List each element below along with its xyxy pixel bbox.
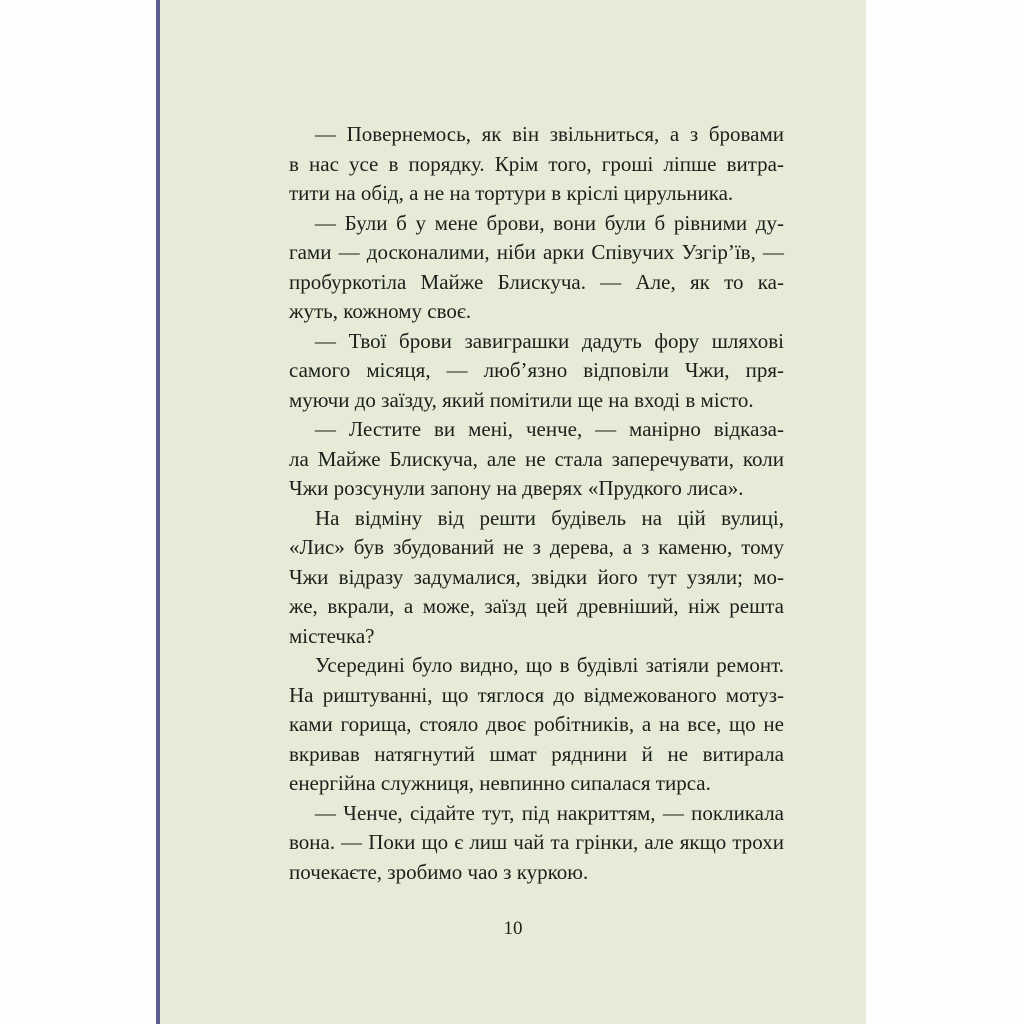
text-line: енергійна служниця, невпинно сипалася тирса. [289, 771, 711, 795]
text-line: ками горища, стояло двоє робітників, а на все, що не [289, 712, 784, 736]
text-line: — Ченче, сідайте тут, під накриттям, — покликала [315, 800, 784, 825]
text-line: На відміну від решти будівель на цій вулиці, [315, 505, 784, 530]
paragraph [289, 651, 784, 799]
page-number: 10 [503, 918, 523, 939]
text-line: містечка? [289, 623, 375, 648]
text-line: почекаєте, зробимо чао з куркою. [289, 859, 589, 884]
text-line: гами — досконалими, ніби арки Співучих Узгір’їв, — [289, 240, 784, 264]
paragraph [289, 415, 784, 504]
text-line: жуть, кожному своє. [289, 299, 472, 323]
text-line: вона. — Поки що є лиш чай та грінки, але якщо трохи [289, 830, 784, 854]
paragraph [289, 120, 784, 209]
text-line: — Лестите ви мені, ченче, — манірно відказа- [315, 417, 784, 441]
text-line: — Твої брови завиграшки дадуть фору шляхові [315, 328, 784, 353]
text-line: ла Майже Блискуча, але не стала заперечувати, коли [289, 446, 784, 471]
text-line: вкривав натягнутий шмат ряднини й не витирала [289, 741, 784, 766]
page-body-text [289, 120, 784, 887]
text-line: тити на обід, а не на тортури в кріслі цирульника. [289, 181, 734, 205]
text-line: самого місяця, — люб’язно відповіли Чжи, пря- [289, 358, 784, 382]
text-line: Чжи відразу задумалися, звідки його тут узяли; мо- [289, 564, 784, 589]
text-line: — Були б у мене брови, вони були б рівними ду- [315, 210, 784, 235]
paragraph [289, 209, 784, 327]
paragraph [289, 327, 784, 416]
text-line: Усередині було видно, що в будівлі затіяли ремонт. [315, 653, 784, 677]
text-line: муючи до заїзду, який помітили ще на вході в місто. [289, 387, 754, 412]
text-line: — Повернемось, як він звільниться, а з бровами [315, 122, 784, 146]
text-line: же, вкрали, а може, заїзд цей древніший, ніж решта [289, 594, 784, 618]
text-line: пробуркотіла Майже Блискуча. — Але, як то ка- [289, 269, 784, 294]
text-line: в нас усе в порядку. Крім того, гроші ліпше витра- [289, 151, 784, 176]
text-line: «Лис» був збудований не з дерева, а з каменю, тому [289, 535, 784, 559]
text-line: Чжи розсунули запону на дверях «Прудкого лиса». [289, 476, 744, 500]
paragraph [289, 799, 784, 888]
paragraph [289, 504, 784, 652]
text-line: На риштуванні, що тяглося до відмежованого мотуз- [289, 682, 784, 707]
book-page [156, 0, 866, 1024]
